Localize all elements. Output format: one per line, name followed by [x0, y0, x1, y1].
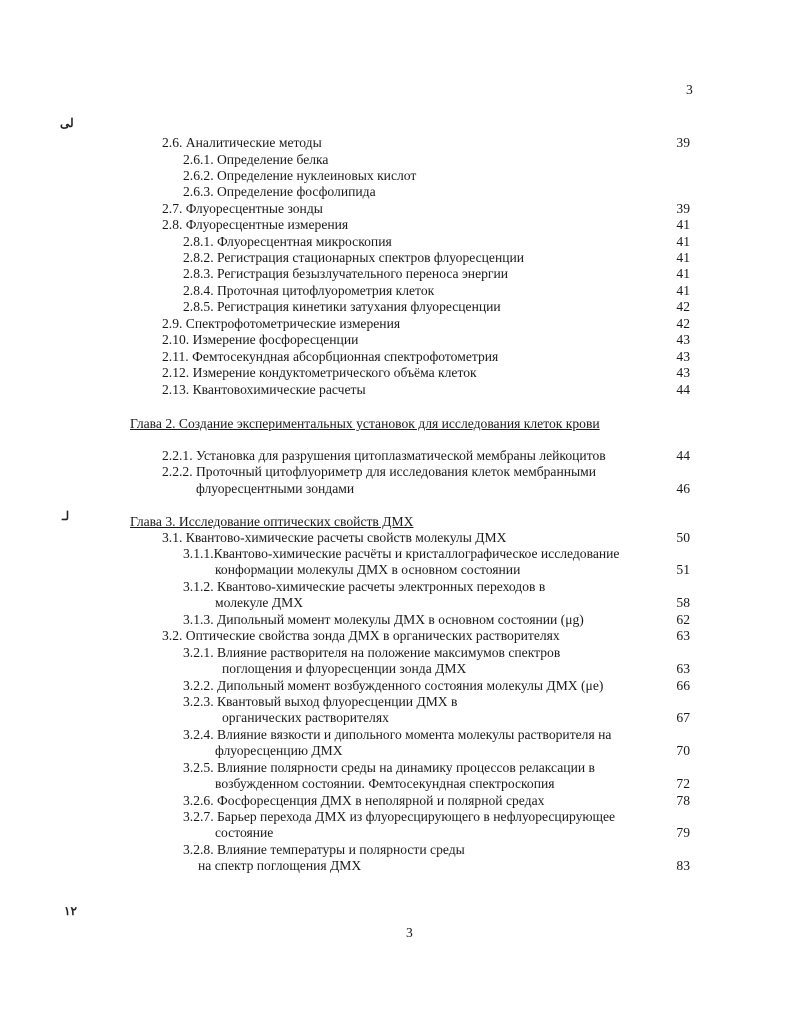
toc-entry-title: 2.6.2. Определение нуклеиновых кислот [183, 168, 417, 183]
toc-entry-title: 2.11. Фемтосекундная абсорбционная спектрофотометрия [162, 349, 499, 364]
toc-entry-title: 2.6.1. Определение белка [183, 152, 329, 167]
toc-entry-title: 3.2.7. Барьер перехода ДМХ из флуоресцирующего в нефлуоресцирующее [183, 809, 616, 824]
page-number-top: 3 [686, 82, 693, 97]
toc-entry-title-continuation: органических растворителях [222, 710, 389, 725]
toc-entry-title: 2.6.3. Определение фосфолипида [183, 184, 376, 199]
toc-page-number: 83 [676, 858, 690, 873]
toc-entry-title: 2.8. Флуоресцентные измерения [162, 217, 349, 232]
toc-page-number: 50 [676, 530, 690, 545]
margin-stamp-mark: ۱۲ [64, 904, 77, 918]
toc-entry-title: 3.2. Оптические свойства зонда ДМХ в органических растворителях [162, 628, 560, 643]
toc-entry-title-continuation: конформации молекулы ДМХ в основном состоянии [215, 562, 521, 577]
page-number-bottom: 3 [406, 925, 413, 940]
toc-page-number: 41 [676, 266, 690, 281]
toc-entry-title: 2.9. Спектрофотометрические измерения [162, 316, 401, 331]
toc-page-number: 43 [676, 332, 690, 347]
toc-page-number: 39 [676, 201, 690, 216]
toc-entry-title: 2.8.1. Флуоресцентная микроскопия [183, 234, 392, 249]
toc-entry-title: 2.12. Измерение кондуктометрического объёма клеток [162, 365, 477, 380]
toc-entry-title: Глава 3. Исследование оптических свойств ДМХ [130, 514, 414, 529]
toc-page-number: 62 [676, 612, 690, 627]
toc-entry-title: 2.2.1. Установка для разрушения цитоплазматической мембраны лейкоцитов [162, 448, 606, 463]
toc-page-number: 41 [676, 217, 690, 232]
toc-entry-title: 3.2.1. Влияние растворителя на положение максимумов спектров [183, 645, 561, 660]
toc-page-number: 43 [676, 365, 690, 380]
toc-page-number: 39 [676, 135, 690, 150]
toc-entry-title: 3.2.8. Влияние температуры и полярности среды [183, 842, 465, 857]
toc-entry-title-continuation: возбужденном состоянии. Фемтосекундная спектроскопия [215, 776, 555, 791]
toc-page-number: 67 [676, 710, 690, 725]
toc-page-number: 41 [676, 283, 690, 298]
toc-entry-title: 3.1.3. Дипольный момент молекулы ДМХ в основном состоянии (μg) [183, 612, 584, 627]
toc-entry-title: 2.8.2. Регистрация стационарных спектров флуоресценции [183, 250, 525, 265]
toc-page-number: 44 [676, 448, 690, 463]
toc-page-number: 58 [676, 595, 690, 610]
toc-entry-title: 2.13. Квантовохимические расчеты [162, 382, 366, 397]
toc-page-number: 79 [676, 825, 690, 840]
toc-entry-title: 3.1.2. Квантово-химические расчеты электронных переходов в [183, 579, 546, 594]
toc-entry-title-continuation: на спектр поглощения ДМХ [198, 858, 362, 873]
toc-entry-title: 2.2.2. Проточный цитофлуориметр для исследования клеток мембранными [162, 464, 597, 479]
toc-entry-title: 2.8.5. Регистрация кинетики затухания флуоресценции [183, 299, 501, 314]
toc-entry-title: 2.8.4. Проточная цитофлуорометрия клеток [183, 283, 435, 298]
toc-page-number: 63 [676, 661, 690, 676]
toc-page-number: 70 [676, 743, 690, 758]
margin-stamp-mark: لی [60, 116, 74, 130]
toc-entry-title-continuation: поглощения и флуоресценции зонда ДМХ [222, 661, 467, 676]
toc-page-number: 78 [676, 793, 690, 808]
toc-entry-title: Глава 2. Создание экспериментальных установок для исследования клеток крови [130, 416, 600, 431]
toc-page-number: 46 [676, 481, 690, 496]
toc-entry-title-continuation: флуоресценцию ДМХ [215, 743, 343, 758]
toc-entry-title: 3.2.6. Фосфоресценция ДМХ в неполярной и полярной средах [183, 793, 545, 808]
toc-page-number: 41 [676, 234, 690, 249]
toc-entry-title: 2.7. Флуоресцентные зонды [162, 201, 323, 216]
toc-page-number: 42 [676, 299, 690, 314]
toc-entry-title: 2.10. Измерение фосфоресценции [162, 332, 359, 347]
toc-entry-title-continuation: молекуле ДМХ [215, 595, 304, 610]
toc-entry-title: 2.8.3. Регистрация безызлучательного переноса энергии [183, 266, 509, 281]
toc-page-number: 43 [676, 349, 690, 364]
toc-entry-title-continuation: флуоресцентными зондами [196, 481, 355, 496]
toc-entry-title-continuation: состояние [215, 825, 274, 840]
margin-stamp-mark: لـ [62, 509, 70, 523]
toc-page-number: 63 [676, 628, 690, 643]
toc-entry-title: 2.6. Аналитические методы [162, 135, 322, 150]
toc-page-number: 66 [676, 678, 690, 693]
toc-entry-title: 3.2.4. Влияние вязкости и дипольного момента молекулы растворителя на [183, 727, 612, 742]
toc-entry-title: 3.2.2. Дипольный момент возбужденного состояния молекулы ДМХ (μe) [183, 678, 604, 693]
toc-page-number: 44 [676, 382, 690, 397]
toc-entry-title: 3.2.3. Квантовый выход флуоресценции ДМХ в [183, 694, 458, 709]
toc-entry-title: 3.1.1.Квантово-химические расчёты и кристаллографическое исследование [183, 546, 620, 561]
toc-page-number: 41 [676, 250, 690, 265]
toc-page-number: 42 [676, 316, 690, 331]
toc-entry-title: 3.2.5. Влияние полярности среды на динамику процессов релаксации в [183, 760, 595, 775]
toc-entry-title: 3.1. Квантово-химические расчеты свойств молекулы ДМХ [162, 530, 507, 545]
toc-page-number: 51 [676, 562, 690, 577]
toc-page-number: 72 [676, 776, 690, 791]
